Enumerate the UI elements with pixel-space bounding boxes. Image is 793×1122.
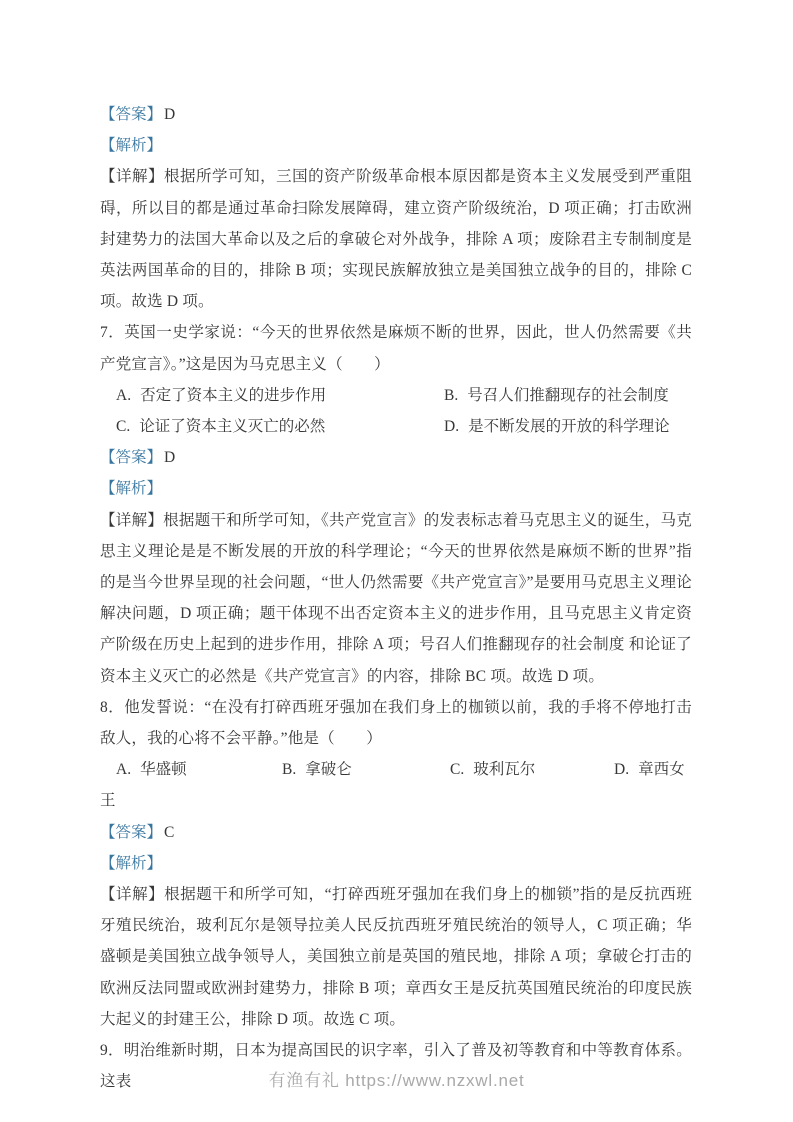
answer-label: 【答案】 (100, 449, 163, 467)
option-b-text: 拿破仑 (305, 761, 352, 779)
option-c-text: 玻利瓦尔 (473, 761, 536, 779)
detail-paragraph: 【详解】根据题干和所学可知，“打碎西班牙强加在我们身上的枷锁”指的是反抗西班牙殖民统治，玻利瓦尔是领导拉美人民反抗西班牙殖民统治的领导人，C 项正确；华盛顿是美国独立战争领导人，美国独立前是英国的殖民地，排除 A 项；拿破仑打击的欧洲反法同盟或欧洲封建势力，排除 B 项；章西女王是反抗英国殖民统治的印度民族大起义的封建王公，排除 D 项。故选 C 项。 (100, 886, 692, 1028)
analysis-line (100, 130, 692, 161)
option-c-label: C. (116, 418, 131, 436)
option-a-label: A. (116, 386, 132, 404)
analysis-line (100, 848, 692, 879)
question7-option-c (116, 411, 325, 442)
option-c-label: C. (450, 761, 465, 779)
question8-option-d (614, 754, 685, 785)
option-d-text: 章西女 (638, 761, 685, 779)
answer-line (100, 442, 692, 473)
question8-stem: 8．他发誓说：“在没有打碎西班牙强加在我们身上的枷锁以前，我的手将不停地打击敌人，我的心将不会平静。”他是（ ） (100, 698, 692, 748)
detail-paragraph: 【详解】根据所学可知，三国的资产阶级革命根本原因都是资本主义发展受到严重阻碍，所以目的都是通过革命扫除发展障碍，建立资产阶级统治，D 项正确；打击欧洲封建势力的法国大革命以及之后的拿破仑对外战争，排除 A 项；废除君主专制制度是英法两国革命的目的，排除 B 项；实现民族解放独立是美国独立战争的目的，排除 C 项。故选 D 项。 (100, 168, 692, 311)
question7-options-row-1 (100, 380, 692, 411)
analysis-label: 【解析】 (100, 137, 163, 155)
question7-stem: 7．英国一史学家说：“今天的世界依然是麻烦不断的世界，因此，世人仍然需要《共产党宣言》。”这是因为马克思主义（ ） (100, 324, 692, 373)
analysis-label: 【解析】 (100, 854, 163, 872)
option-a-text: 华盛顿 (140, 761, 187, 779)
question7-options-row-2 (100, 411, 692, 442)
answer-label: 【答案】 (100, 823, 163, 841)
question8-block (100, 692, 692, 1035)
option-c-text: 论证了资本主义灭亡的必然 (139, 418, 326, 436)
option-d-text: 是不断发展的开放的科学理论 (468, 418, 670, 436)
answer-value: D (164, 449, 176, 467)
analysis-label: 【解析】 (100, 480, 163, 498)
question7-option-d (444, 411, 670, 442)
question8-option-b (282, 754, 352, 785)
option-d-label: D. (444, 418, 460, 436)
option-a-text: 否定了资本主义的进步作用 (140, 386, 327, 404)
answer-line (100, 817, 692, 848)
question8-option-c (450, 754, 535, 785)
question6-solution-block (100, 99, 692, 317)
answer-label: 【答案】 (100, 106, 163, 123)
analysis-line (100, 473, 692, 504)
detail-paragraph: 【详解】根据题干和所学可知，《共产党宣言》的发表标志着马克思主义的诞生，马克思主义理论是是不断发展的开放的科学理论；“今天的世界依然是麻烦不断的世界”指的是当今世界呈现的社会问题，“世人仍然需要《共产党宣言》”是要用马克思主义理论解决问题，D 项正确；题干体现不出否定资本主义的进步作用，且马克思主义肯定资产阶级在历史上起到的进步作用，排除 A 项；号召人们推翻现存的社会制度 和论证了资本主义灭亡的必然是《共产党宣言》的内容，排除 BC 项。故选 D 项。 (100, 511, 692, 685)
question8-option-d-wrapped-text: 王 (100, 792, 116, 810)
question7-option-b (444, 380, 669, 411)
option-d-label: D. (614, 761, 630, 779)
answer-value: D (164, 106, 176, 123)
question8-option-a (116, 754, 187, 785)
option-b-text: 号召人们推翻现存的社会制度 (467, 386, 669, 404)
question7-block (100, 317, 692, 691)
question7-option-a (116, 380, 326, 411)
question9-stem: 9．明治维新时期，日本为提高国民的识字率，引入了普及初等教育和中等教育体系。这表 (100, 1042, 692, 1091)
document-content (100, 99, 692, 1097)
option-b-label: B. (282, 761, 297, 779)
option-b-label: B. (444, 386, 459, 404)
answer-value: C (164, 823, 175, 841)
site-watermark: 有渔有礼 https://www.nzxwl.net (268, 1071, 525, 1090)
option-a-label: A. (116, 761, 132, 779)
answer-line (100, 99, 692, 130)
question8-options-row (100, 754, 692, 785)
